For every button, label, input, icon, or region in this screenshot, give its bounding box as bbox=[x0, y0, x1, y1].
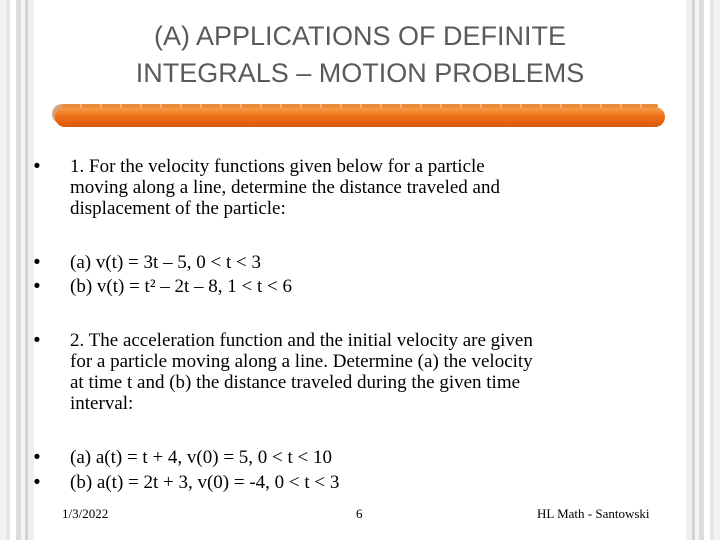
bullet-line: (b) v(t) = t² – 2t – 8, 1 < t < 6 bbox=[70, 276, 293, 297]
bullet-line: (a) a(t) = t + 4, v(0) = 5, 0 < t < 10 bbox=[70, 447, 332, 468]
title-underline-ticks bbox=[62, 104, 658, 108]
bullet-text bbox=[70, 447, 332, 468]
left-decorative-bars bbox=[0, 0, 34, 540]
bullet-line: (a) v(t) = 3t – 5, 0 < t < 3 bbox=[70, 252, 261, 273]
bullet-marker: • bbox=[33, 472, 41, 493]
bullet-text bbox=[70, 472, 339, 493]
bullet-text bbox=[70, 276, 292, 297]
bullet-marker: • bbox=[33, 252, 41, 273]
bullet-line: 2. The acceleration function and the initial velocity are given bbox=[70, 330, 533, 351]
footer-author: HL Math - Santowski bbox=[537, 506, 650, 521]
bullet-line: displacement of the particle: bbox=[70, 198, 286, 219]
right-decorative-bars bbox=[686, 0, 720, 540]
slide-title bbox=[60, 18, 660, 92]
bullet-line: at time t and (b) the distance traveled during the given time bbox=[70, 372, 521, 393]
bullet-text bbox=[70, 252, 261, 273]
title-underline-bar bbox=[55, 107, 665, 127]
title-line-1: (A) APPLICATIONS OF DEFINITE bbox=[153, 21, 567, 51]
bullet-line: interval: bbox=[70, 393, 134, 414]
bullet-marker: • bbox=[33, 276, 41, 297]
footer-date: 1/3/2022 bbox=[62, 506, 109, 521]
footer-page-number: 6 bbox=[356, 506, 363, 521]
bullet-marker: • bbox=[33, 447, 41, 468]
bullet-line: (b) a(t) = 2t + 3, v(0) = -4, 0 < t < 3 bbox=[70, 472, 340, 493]
bullet-marker: • bbox=[33, 156, 41, 177]
bullet-text bbox=[70, 156, 500, 219]
bullet-text bbox=[70, 330, 533, 414]
bullet-line: 1. For the velocity functions given below for a particle bbox=[70, 156, 485, 177]
bullet-line: moving along a line, determine the distance traveled and bbox=[70, 177, 500, 198]
bullet-marker: • bbox=[33, 330, 41, 351]
title-line-2: INTEGRALS – MOTION PROBLEMS bbox=[135, 58, 585, 88]
bullet-line: for a particle moving along a line. Determine (a) the velocity bbox=[70, 351, 533, 372]
